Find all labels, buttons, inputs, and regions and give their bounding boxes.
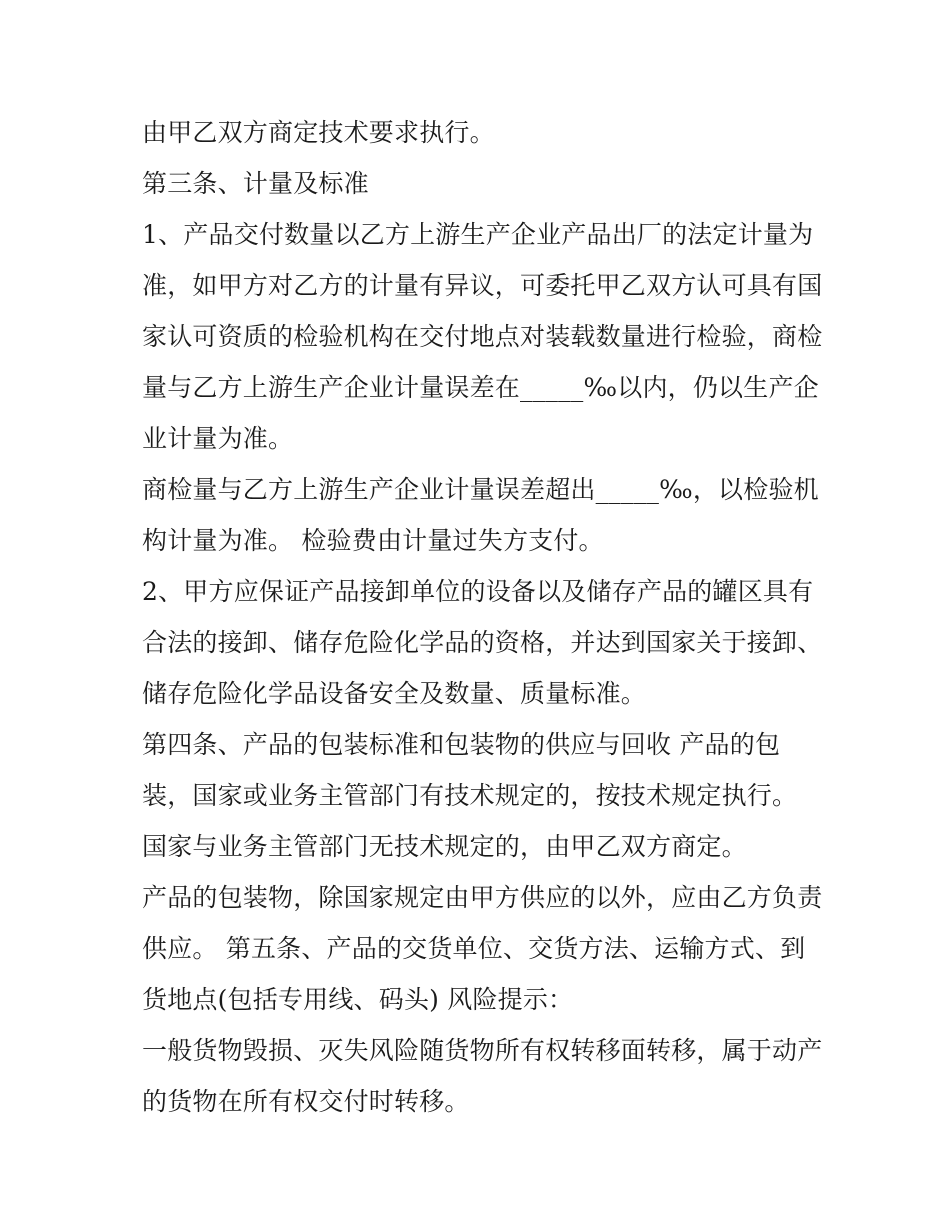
text-line: 业计量为准。 [142, 424, 294, 453]
text-line: 一般货物毁损、灭失风险随货物所有权转移面转移，属于动产 [142, 1036, 823, 1065]
text-line: 合法的接卸、储存危险化学品的资格，并达到国家关于接卸、 [142, 628, 823, 657]
section-heading: 第四条、产品的包装标准和包装物的供应与回收 产品的包 [142, 730, 781, 759]
text-line: 供应。 第五条、产品的交货单位、交货方法、运输方式、到 [142, 934, 806, 963]
text-line: 由甲乙双方商定技术要求执行。 [142, 118, 495, 147]
text-line: 货地点(包括专用线、码头) 风险提示： [142, 985, 574, 1014]
text-line: 量与乙方上游生产企业计量误差在_____‰以内，仍以生产企 [142, 373, 819, 402]
text-line: 构计量为准。 检验费由计量过失方支付。 [142, 526, 604, 555]
text-line: 装，国家或业务主管部门有技术规定的，按技术规定执行。 [142, 781, 798, 810]
text-line: 国家与业务主管部门无技术规定的，由甲乙双方商定。 [142, 832, 747, 861]
text-line: 产品的包装物，除国家规定由甲方供应的以外，应由乙方负责 [142, 883, 823, 912]
text-line: 准，如甲方对乙方的计量有异议，可委托甲乙双方认可具有国 [142, 271, 823, 300]
section-heading: 第三条、计量及标准 [142, 169, 369, 198]
text-line: 商检量与乙方上游生产企业计量误差超出_____‰，以检验机 [142, 475, 819, 504]
text-line: 的货物在所有权交付时转移。 [142, 1087, 470, 1116]
text-line: 储存危险化学品设备安全及数量、质量标准。 [142, 679, 647, 708]
text-line: 1、产品交付数量以乙方上游生产企业产品出厂的法定计量为 [142, 220, 814, 249]
document-body [142, 107, 822, 1127]
text-line: 家认可资质的检验机构在交付地点对装载数量进行检验，商检 [142, 322, 823, 351]
text-line: 2、甲方应保证产品接卸单位的设备以及储存产品的罐区具有 [142, 577, 814, 606]
